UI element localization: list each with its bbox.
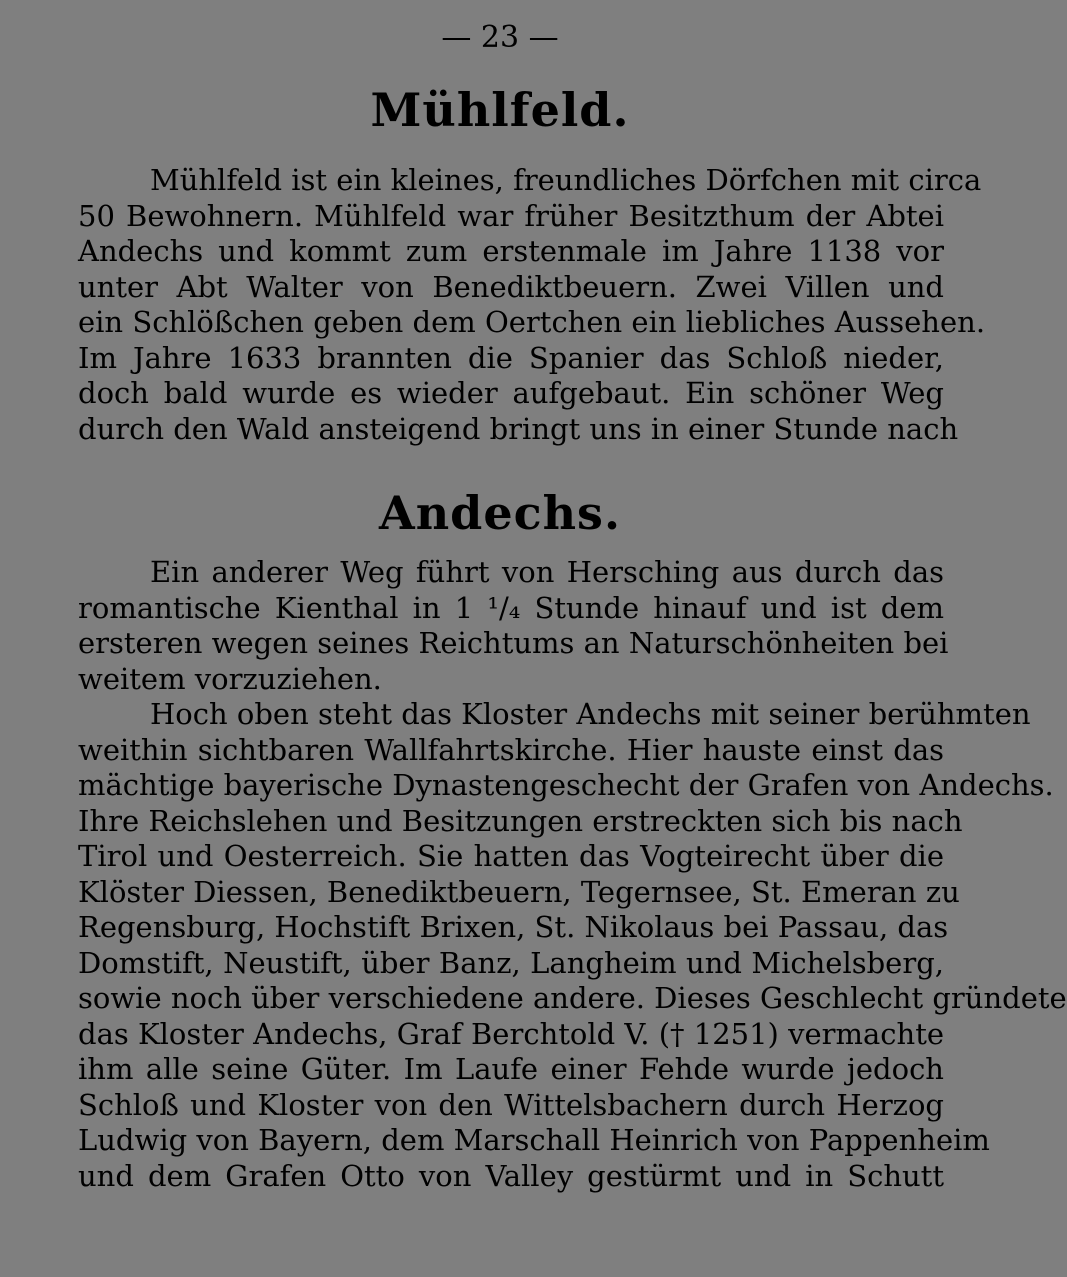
text-line: Schloß und Kloster von den Wittelsbachern durch Herzog xyxy=(78,1087,944,1122)
text-line: ihm alle seine Güter. Im Laufe einer Fehde wurde jedoch xyxy=(78,1052,944,1086)
text-line: weitem vorzuziehen. xyxy=(78,661,382,696)
text-line: Ihre Reichslehen und Besitzungen erstreckten sich bis nach xyxy=(78,803,963,838)
text-line: weithin sichtbaren Wallfahrtskirche. Hier hauste einst das xyxy=(78,732,944,767)
text-line: unter Abt Walter von Benediktbeuern. Zwei Villen und xyxy=(78,269,944,304)
text-line: durch den Wald ansteigend bringt uns in einer Stunde nach xyxy=(78,411,959,446)
section-title-muehlfeld: Mühlfeld. xyxy=(370,83,630,137)
section-title-andechs: Andechs. xyxy=(379,486,621,540)
text-line: 50 Bewohnern. Mühlfeld war früher Besitzthum der Abtei xyxy=(78,198,944,233)
text-line: Ludwig von Bayern, dem Marschall Heinrich von Pappenheim xyxy=(78,1123,990,1157)
text-line: Regensburg, Hochstift Brixen, St. Nikolaus bei Passau, das xyxy=(78,910,949,944)
paragraph-muehlfeld xyxy=(78,163,986,447)
text-line: Klöster Diessen, Benediktbeuern, Tegernsee, St. Emeran zu xyxy=(78,874,960,909)
text-line: Hoch oben steht das Kloster Andechs mit seiner berühmten xyxy=(150,697,1031,731)
text-line: Mühlfeld ist ein kleines, freundliches Dörfchen mit circa xyxy=(150,163,982,197)
text-line: mächtige bayerische Dynastengeschecht der Grafen von Andechs. xyxy=(78,768,1054,802)
text-line: und dem Grafen Otto von Valley gestürmt und in Schutt xyxy=(78,1158,944,1193)
text-line: Domstift, Neustift, über Banz, Langheim und Michelsberg, xyxy=(78,945,944,980)
text-line: das Kloster Andechs, Graf Berchtold V. († 1251) vermachte xyxy=(78,1016,945,1051)
paragraph-andechs-intro xyxy=(78,555,949,697)
text-line: ersteren wegen seines Reichtums an Naturschönheiten bei xyxy=(78,626,949,660)
text-line: doch bald wurde es wieder aufgebaut. Ein schöner Weg xyxy=(78,376,944,410)
text-line: sowie noch über verschiedene andere. Dieses Geschlecht gründete xyxy=(78,981,1067,1015)
text-line: Im Jahre 1633 brannten die Spanier das Schloß nieder, xyxy=(78,340,944,375)
page-number: — 23 — xyxy=(441,20,559,55)
text-line: ein Schlößchen geben dem Oertchen ein liebliches Aussehen. xyxy=(78,305,986,339)
text-line: Andechs und kommt zum erstenmale im Jahre 1138 vor xyxy=(78,234,944,268)
text-line: Ein anderer Weg führt von Hersching aus durch das xyxy=(150,555,944,589)
paragraph-andechs-history xyxy=(78,697,1067,1194)
text-line: romantische Kienthal in 1 ¹/₄ Stunde hinauf und ist dem xyxy=(78,590,944,625)
text-line: Tirol und Oesterreich. Sie hatten das Vogteirecht über die xyxy=(78,839,944,873)
